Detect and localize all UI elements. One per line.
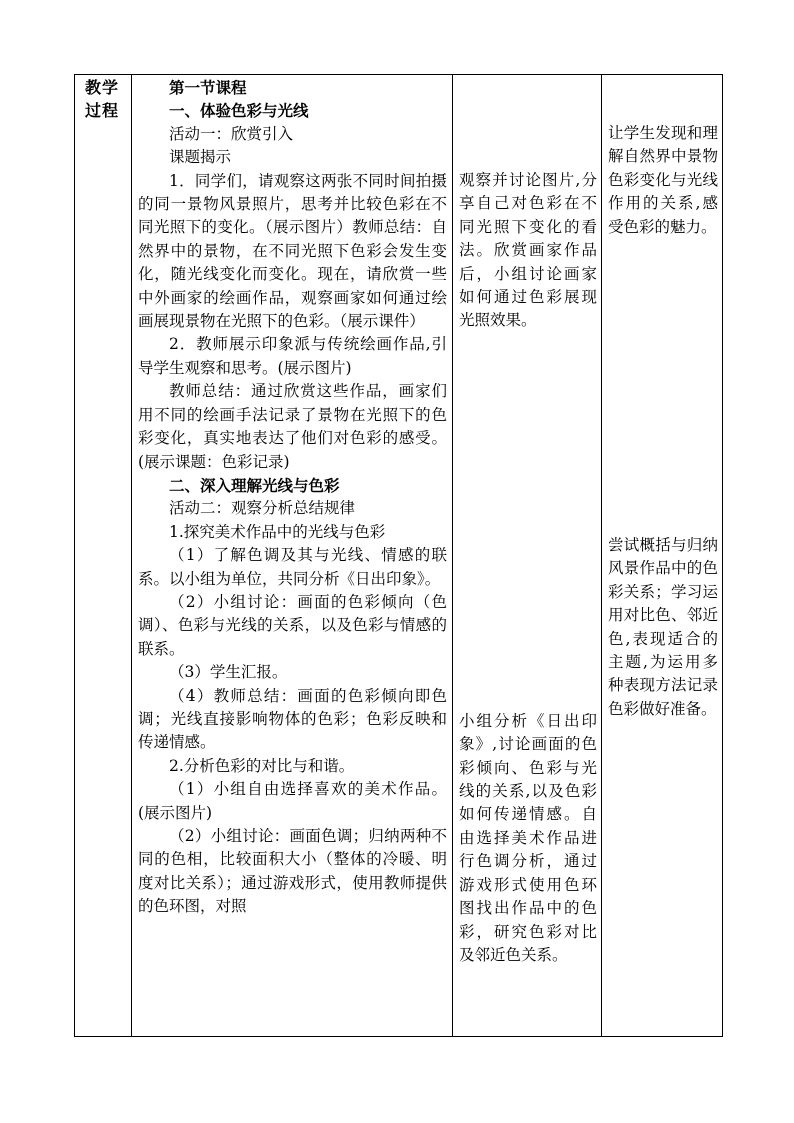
paragraph-3: 教师总结：通过欣赏这些作品，画家们用不同的绘画手法记录了景物在光照下的色彩变化，真实地表达了他们对色彩的感受。(展示课题：色彩记录) (138, 382, 447, 471)
design-purpose-2-text: 尝试概括与归纳风景作品中的色彩关系；学习运用对比色、邻近色,表现适合的主题,为运用多种表现方法记录色彩做好准备。 (608, 536, 718, 718)
design-purpose-cell (602, 75, 723, 1037)
part1-heading: 一、体验色彩与光线 (169, 101, 309, 121)
student-activity-2-text: 小组分析《日出印象》,讨论画面的色彩倾向、色彩与光线的关系,以及色彩如何传递情感。自由选择美术作品进行色调分析，通过游戏形式使用色环图找出作品中的色彩，研究色彩对比及邻近色关系。 (459, 711, 597, 964)
part2-heading: 二、深入理解光线与色彩 (169, 475, 340, 495)
student-activity-2 (453, 710, 601, 967)
design-purpose-1-text: 让学生发现和理解自然界中景物色彩变化与光线作用的关系,感受色彩的魅力。 (608, 124, 718, 236)
paragraph-7: （3）学生汇报。 (169, 663, 288, 682)
paragraph-9: 2.分析色彩的对比与和谐。 (169, 756, 355, 775)
paragraph-4: 1.探究美术作品中的光线与色彩 (169, 522, 386, 541)
student-activity-cell (453, 75, 602, 1037)
paragraph-1: 1．同学们，请观察这两张不同时间拍摄的同一景物风景照片，思考并比较色彩在不同光照下的变化。（展示图片）教师总结：自然界中的景物，在不同光照下色彩会发生变化，随光线变化而变化。现在，请欣赏一些中外画家的绘画作品，观察画家如何通过绘画展现景物在光照下的色彩。（展示课件） (138, 171, 447, 331)
activity2-title: 活动二：观察分析总结规律 (169, 499, 356, 518)
topic-reveal: 课题揭示 (169, 148, 232, 167)
paragraph-8: （4）教师总结：画面的色彩倾向即色调；光线直接影响物体的色彩；色彩反映和传递情感。 (138, 686, 447, 752)
design-purpose-1 (602, 75, 722, 239)
student-activity-1-text: 观察并讨论图片,分享自己对色彩在不同光照下变化的看法。欣赏画家作品后，小组讨论画家如何通过色彩展现光照效果。 (459, 171, 597, 330)
row-label-cell (75, 75, 132, 1037)
student-activity-1 (453, 169, 601, 333)
teaching-content-cell (132, 75, 453, 1037)
lesson-plan-table (74, 74, 723, 1037)
teaching-process-row (75, 75, 723, 1037)
paragraph-11: （2）小组讨论：画面色调；归纳两种不同的色相，比较面积大小（整体的冷暖、明度对比关系）；通过游戏形式，使用教师提供的色环图，对照 (138, 827, 447, 916)
activity1-title: 活动一：欣赏引入 (169, 124, 294, 143)
paragraph-10: （1）小组自由选择喜欢的美术作品。(展示图片) (138, 780, 447, 822)
paragraph-2: 2．教师展示印象派与传统绘画作品,引导学生观察和思考。(展示图片) (138, 335, 447, 377)
paragraph-6: （2）小组讨论：画面的色彩倾向（色调）、色彩与光线的关系，以及色彩与情感的联系。 (138, 592, 447, 658)
paragraph-5: （1）了解色调及其与光线、情感的联系。以小组为单位，共同分析《日出印象》。 (138, 546, 447, 588)
section-title: 第一节课程 (169, 78, 247, 97)
row-label: 教学过程 (85, 78, 120, 120)
design-purpose-2 (602, 239, 722, 721)
teaching-content (132, 75, 452, 919)
